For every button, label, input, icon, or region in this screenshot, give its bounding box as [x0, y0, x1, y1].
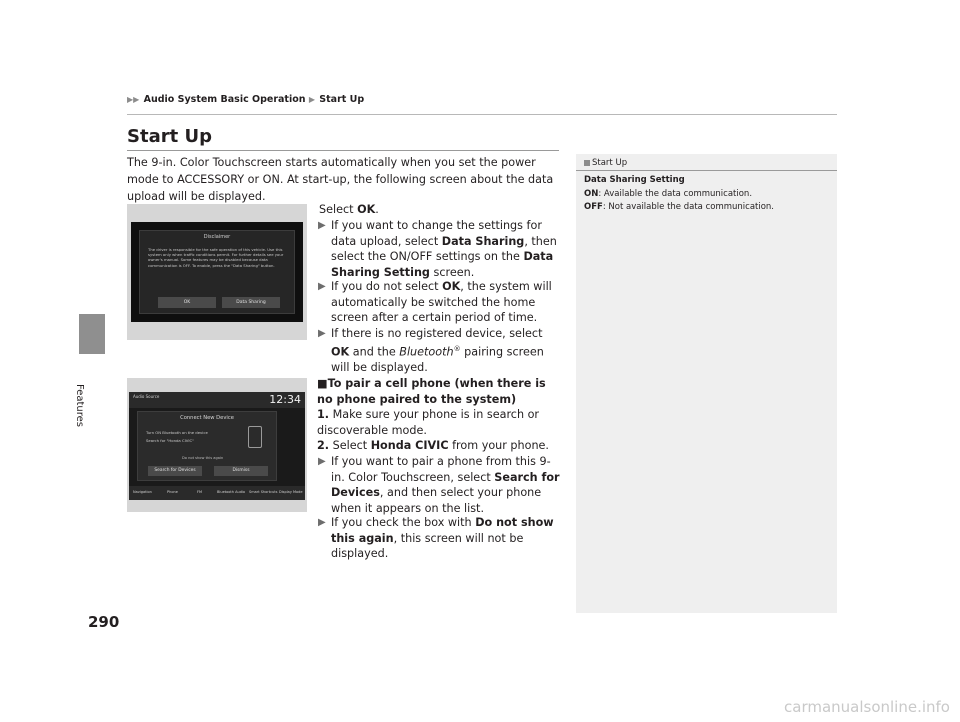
dismiss-button: Dismiss: [214, 466, 268, 476]
breadcrumb: [127, 94, 364, 105]
instruction-line: Search for "Honda CIVIC": [146, 438, 194, 443]
instruction-line: Turn ON Bluetooth on the device: [146, 430, 208, 435]
section-tab-label: Features: [74, 384, 85, 427]
arrow-icon: ▶: [318, 220, 326, 231]
page-title: Start Up: [127, 126, 212, 147]
arrow-icon: ▶: [318, 456, 326, 467]
status-bar: [129, 392, 305, 408]
dialog-text: The driver is responsible for the safe operation of this vehicle. Use this system only when traffic conditions permit. For further details see your owner's manual. Some features may be disabled because data communication is OFF. To enable, press the "Data Sharing" button.: [148, 247, 284, 268]
note-subtitle: Data Sharing Setting: [584, 175, 685, 185]
ok-button: OK: [158, 297, 216, 308]
note-icon: [584, 160, 590, 166]
search-devices-button: Search for Devices: [148, 466, 202, 476]
section-tab-marker: [79, 314, 105, 354]
clock: 12:34: [269, 393, 301, 406]
note-on-line: ON: Available the data communication.: [584, 189, 753, 199]
connect-device-dialog: [137, 411, 277, 481]
breadcrumb-item[interactable]: Audio System Basic Operation: [143, 94, 306, 105]
nav-item: Navigation: [133, 490, 152, 494]
screen-display: [131, 222, 303, 322]
bullet-item: ▶ If you do not select OK, the system will automatically be switched the home screen after a certain period of time.: [318, 280, 552, 325]
arrow-icon: ▶: [318, 281, 326, 292]
audio-source-label: Audio Source: [133, 394, 160, 399]
note-off-line: OFF: Not available the data communication.: [584, 202, 775, 212]
square-bullet-icon: ■: [317, 377, 328, 390]
page-number: 290: [88, 613, 120, 631]
step-item: 2. Select Honda CIVIC from your phone.: [317, 439, 549, 452]
select-ok-instruction: Select OK.: [319, 203, 379, 216]
bullet-item: ▶ If there is no registered device, select OK and the Bluetooth® pairing screen will be displayed.: [318, 327, 544, 374]
note-divider: [576, 170, 837, 171]
nav-item: Display Mode: [279, 490, 303, 494]
nav-item: Smart Shortcuts: [249, 490, 278, 494]
header-divider: [127, 114, 837, 115]
bottom-nav-bar: [129, 486, 305, 500]
breadcrumb-arrow-icon: ▶▶: [127, 95, 140, 104]
sidebar-note: [576, 154, 837, 613]
nav-item: Phone: [167, 490, 178, 494]
phone-icon: [248, 426, 262, 448]
screen-display: [129, 392, 305, 500]
disclaimer-dialog: [139, 230, 295, 314]
nav-item: Bluetooth Audio: [217, 490, 246, 494]
connect-device-screenshot: [127, 378, 307, 512]
breadcrumb-item[interactable]: Start Up: [319, 94, 365, 105]
nav-item: FM: [197, 490, 203, 494]
bullet-item: ▶ If you want to pair a phone from this 9-in. Color Touchscreen, select Search for Devices, and then select your phone when it appears on the list.: [318, 455, 560, 515]
bullet-item: ▶ If you want to change the settings for data upload, select Data Sharing, then select the ON/OFF settings on the Data Sharing Setting screen.: [318, 219, 557, 279]
bullet-item: ▶ If you check the box with Do not show this again, this screen will not be displayed.: [318, 516, 554, 561]
disclaimer-screenshot: [127, 204, 307, 340]
data-sharing-button: Data Sharing: [222, 297, 280, 308]
dialog-title: Connect New Device: [180, 415, 234, 421]
watermark: carmanualsonline.info: [784, 698, 950, 716]
note-title: Start Up: [584, 158, 627, 168]
breadcrumb-arrow-icon: ▶: [308, 95, 315, 104]
dialog-title: Disclaimer: [203, 234, 231, 240]
do-not-show-checkbox: Do not show this again: [182, 456, 224, 460]
title-divider: [127, 150, 559, 151]
step-item: 1. Make sure your phone is in search or discoverable mode.: [317, 408, 540, 437]
section-heading: ■To pair a cell phone (when there is no phone paired to the system): [317, 377, 546, 406]
intro-paragraph: The 9-in. Color Touchscreen starts automatically when you set the power mode to ACCESSORY or ON. At start-up, the following screen about the data upload will be displayed.: [127, 156, 554, 203]
arrow-icon: ▶: [318, 517, 326, 528]
arrow-icon: ▶: [318, 328, 326, 339]
